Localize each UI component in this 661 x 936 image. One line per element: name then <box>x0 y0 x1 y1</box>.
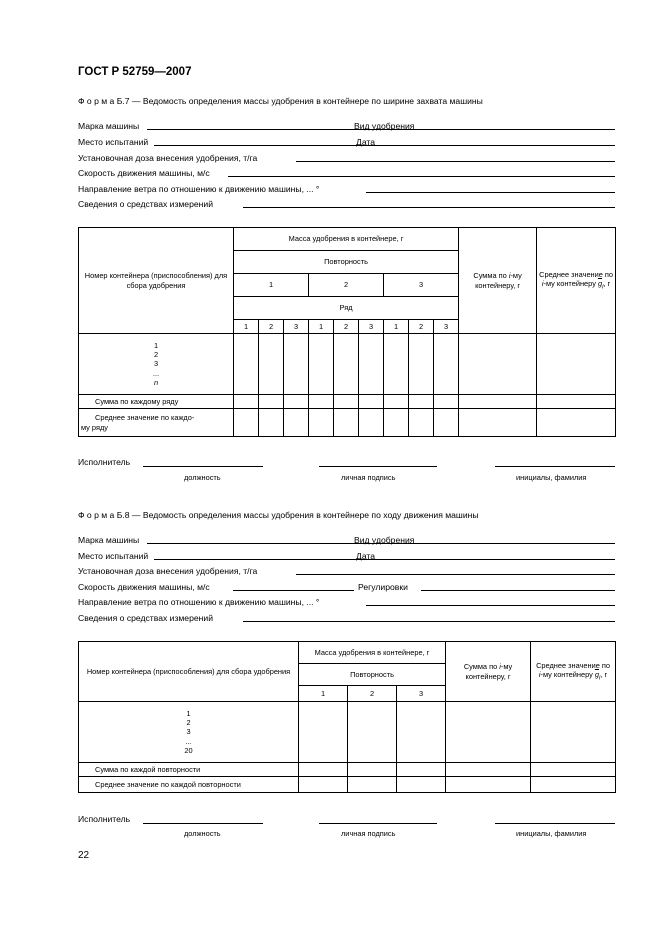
form-b7-field-wind <box>78 182 615 194</box>
signature-caption: личная подпись <box>341 473 396 482</box>
data-cell[interactable] <box>397 763 446 777</box>
form-b7-field-speed <box>78 166 615 178</box>
data-cell[interactable] <box>284 334 309 395</box>
container-number: 3 <box>186 727 191 737</box>
container-number: n <box>153 377 159 387</box>
form-b8-field-dose <box>78 564 615 576</box>
row-sum-label: Сумма по каждому ряду <box>79 395 234 409</box>
data-cell[interactable] <box>234 395 259 409</box>
data-cell[interactable] <box>434 395 459 409</box>
data-cell[interactable] <box>259 395 284 409</box>
data-cell[interactable] <box>384 334 409 395</box>
header-mass: Масса удобрения в контейнере, г <box>234 228 459 251</box>
data-cell[interactable] <box>409 409 434 437</box>
signature-blank[interactable] <box>319 466 437 467</box>
field-label: Место испытаний <box>78 137 149 147</box>
executor-label: Исполнитель <box>78 814 131 824</box>
data-cell[interactable] <box>531 702 616 763</box>
form-b8-signature <box>78 814 130 824</box>
form-b7-table <box>78 227 616 437</box>
container-number: ... <box>185 736 192 746</box>
header-repeat: Повторность <box>299 664 446 686</box>
data-cell[interactable] <box>334 409 359 437</box>
container-number: 3 <box>153 359 159 369</box>
position-caption: должность <box>184 829 221 838</box>
data-cell[interactable] <box>309 334 334 395</box>
field-blank[interactable] <box>296 574 615 575</box>
repeat-number: 3 <box>384 274 459 297</box>
data-cell[interactable] <box>537 409 616 437</box>
field-blank[interactable] <box>366 605 615 606</box>
data-cell[interactable] <box>409 334 434 395</box>
field-label: Регулировки <box>358 582 408 592</box>
document-header: ГОСТ Р 52759—2007 <box>78 66 192 78</box>
field-blank[interactable] <box>366 192 615 193</box>
header-mean-per-container: Среднее значение по i-му контейнеру $\overline{g}_i$, г <box>531 642 616 702</box>
container-number: 1 <box>186 708 191 718</box>
executor-label: Исполнитель <box>78 457 131 467</box>
row-index: 2 <box>334 320 359 334</box>
data-cell[interactable] <box>334 334 359 395</box>
data-cell[interactable] <box>459 395 537 409</box>
field-blank[interactable] <box>243 207 615 208</box>
data-cell[interactable] <box>299 777 348 793</box>
row-index: 2 <box>409 320 434 334</box>
data-cell[interactable] <box>284 395 309 409</box>
data-cell[interactable] <box>531 763 616 777</box>
field-label: Дата <box>356 551 376 561</box>
repeat-number: 2 <box>348 686 397 702</box>
header-row: Ряд <box>234 297 459 320</box>
header-container-number: Номер контейнера (приспособления) для сбора удобрения <box>79 642 299 702</box>
field-label: Скорость движения машины, м/с <box>78 582 210 592</box>
data-cell[interactable] <box>537 395 616 409</box>
form-b8-table <box>78 641 616 793</box>
data-cell[interactable] <box>299 702 348 763</box>
data-cell[interactable] <box>459 334 537 395</box>
form-b8-field-place <box>78 549 615 561</box>
field-label: Скорость движения машины, м/с <box>78 168 210 178</box>
form-b7-field-dose <box>78 151 615 163</box>
signature-caption: личная подпись <box>341 829 396 838</box>
field-blank[interactable] <box>243 621 615 622</box>
form-b7-field-instruments <box>78 197 615 209</box>
field-label: Установочная доза внесения удобрения, т/га <box>78 566 258 576</box>
container-number: 1 <box>153 340 159 350</box>
container-number: 2 <box>153 350 159 360</box>
page-number: 22 <box>78 850 90 861</box>
field-blank[interactable] <box>296 161 615 162</box>
header-sum-per-container: Сумма по i-му контейнеру, г <box>459 228 537 334</box>
header-repeat: Повторность <box>234 251 459 274</box>
row-index: 3 <box>284 320 309 334</box>
form-b8-field-wind <box>78 595 615 607</box>
row-index: 1 <box>384 320 409 334</box>
field-label: Установочная доза внесения удобрения, т/га <box>78 153 258 163</box>
header-container-number: Номер контейнера (приспособления) для сбора удобрения <box>79 228 234 334</box>
row-index: 3 <box>359 320 384 334</box>
field-blank[interactable] <box>426 543 615 544</box>
data-cell[interactable] <box>459 409 537 437</box>
field-blank[interactable] <box>380 559 615 560</box>
data-cell[interactable] <box>348 702 397 763</box>
data-cell[interactable] <box>259 409 284 437</box>
row-index: 1 <box>234 320 259 334</box>
data-cell[interactable] <box>434 334 459 395</box>
field-label: Марка машины <box>78 535 140 545</box>
field-label: Вид удобрения <box>354 535 415 545</box>
data-cell[interactable] <box>434 409 459 437</box>
row-index: 2 <box>259 320 284 334</box>
data-cell[interactable] <box>234 334 259 395</box>
field-label: Дата <box>356 137 376 147</box>
data-cell[interactable] <box>537 334 616 395</box>
form-b7-field-brand <box>78 119 615 131</box>
data-cell[interactable] <box>397 702 446 763</box>
data-cell[interactable] <box>531 777 616 793</box>
data-cell[interactable] <box>299 763 348 777</box>
container-numbers <box>79 702 299 763</box>
data-cell[interactable] <box>384 409 409 437</box>
row-sum-label: Сумма по каждой повторности <box>79 763 299 777</box>
position-blank[interactable] <box>143 466 263 467</box>
container-numbers <box>79 334 234 395</box>
repeat-number: 2 <box>309 274 384 297</box>
field-blank[interactable] <box>380 145 615 146</box>
signature-blank[interactable] <box>319 823 437 824</box>
data-cell[interactable] <box>446 702 531 763</box>
name-blank[interactable] <box>495 466 615 467</box>
field-label: Направление ветра по отношению к движению машины, ... ° <box>78 597 320 607</box>
form-b8-title: Ф о р м а Б.8 — Ведомость определения массы удобрения в контейнере по ходу движения машины <box>78 510 479 520</box>
data-cell[interactable] <box>409 395 434 409</box>
form-b7-field-place <box>78 135 615 147</box>
data-cell[interactable] <box>384 395 409 409</box>
data-cell[interactable] <box>348 777 397 793</box>
name-blank[interactable] <box>495 823 615 824</box>
container-number: 2 <box>186 718 191 728</box>
data-cell[interactable] <box>446 763 531 777</box>
data-cell[interactable] <box>284 409 309 437</box>
position-caption: должность <box>184 473 221 482</box>
position-blank[interactable] <box>143 823 263 824</box>
field-label: Направление ветра по отношению к движению машины, ... ° <box>78 184 320 194</box>
data-cell[interactable] <box>397 777 446 793</box>
field-label: Вид удобрения <box>354 121 415 131</box>
repeat-number: 1 <box>234 274 309 297</box>
form-b8-field-instruments <box>78 611 615 623</box>
field-label: Место испытаний <box>78 551 149 561</box>
field-label: Сведения о средствах измерений <box>78 199 213 209</box>
field-blank[interactable] <box>421 590 615 591</box>
form-b7-title: Ф о р м а Б.7 — Ведомость определения массы удобрения в контейнере по ширине захвата машины <box>78 96 483 106</box>
field-label: Марка машины <box>78 121 140 131</box>
data-cell[interactable] <box>234 409 259 437</box>
row-index: 1 <box>309 320 334 334</box>
header-mass: Масса удобрения в контейнере, г <box>299 642 446 664</box>
container-number: ... <box>152 368 160 378</box>
row-mean-label: Среднее значение по каждо- му ряду <box>79 409 234 437</box>
row-mean-label: Среднее значение по каждой повторности <box>79 777 299 793</box>
data-cell[interactable] <box>334 395 359 409</box>
data-cell[interactable] <box>259 334 284 395</box>
repeat-number: 3 <box>397 686 446 702</box>
field-blank[interactable] <box>426 129 615 130</box>
form-b7-signature <box>78 457 130 467</box>
field-blank[interactable] <box>228 176 615 177</box>
form-b8-field-brand <box>78 533 615 545</box>
repeat-number: 1 <box>299 686 348 702</box>
container-number: 20 <box>184 745 193 755</box>
field-label: Сведения о средствах измерений <box>78 613 213 623</box>
data-cell[interactable] <box>359 409 384 437</box>
header-sum-per-container: Сумма по i-му контейнеру, г <box>446 642 531 702</box>
header-mean-per-container: Среднее значение по i-му контейнеру $\overline{g}_i$, г <box>537 228 616 334</box>
data-cell[interactable] <box>446 777 531 793</box>
name-caption: инициалы, фамилия <box>516 473 587 482</box>
data-cell[interactable] <box>309 409 334 437</box>
data-cell[interactable] <box>309 395 334 409</box>
name-caption: инициалы, фамилия <box>516 829 587 838</box>
data-cell[interactable] <box>359 334 384 395</box>
data-cell[interactable] <box>359 395 384 409</box>
row-index: 3 <box>434 320 459 334</box>
form-b8-field-speed <box>78 580 615 592</box>
field-blank[interactable] <box>233 590 354 591</box>
data-cell[interactable] <box>348 763 397 777</box>
